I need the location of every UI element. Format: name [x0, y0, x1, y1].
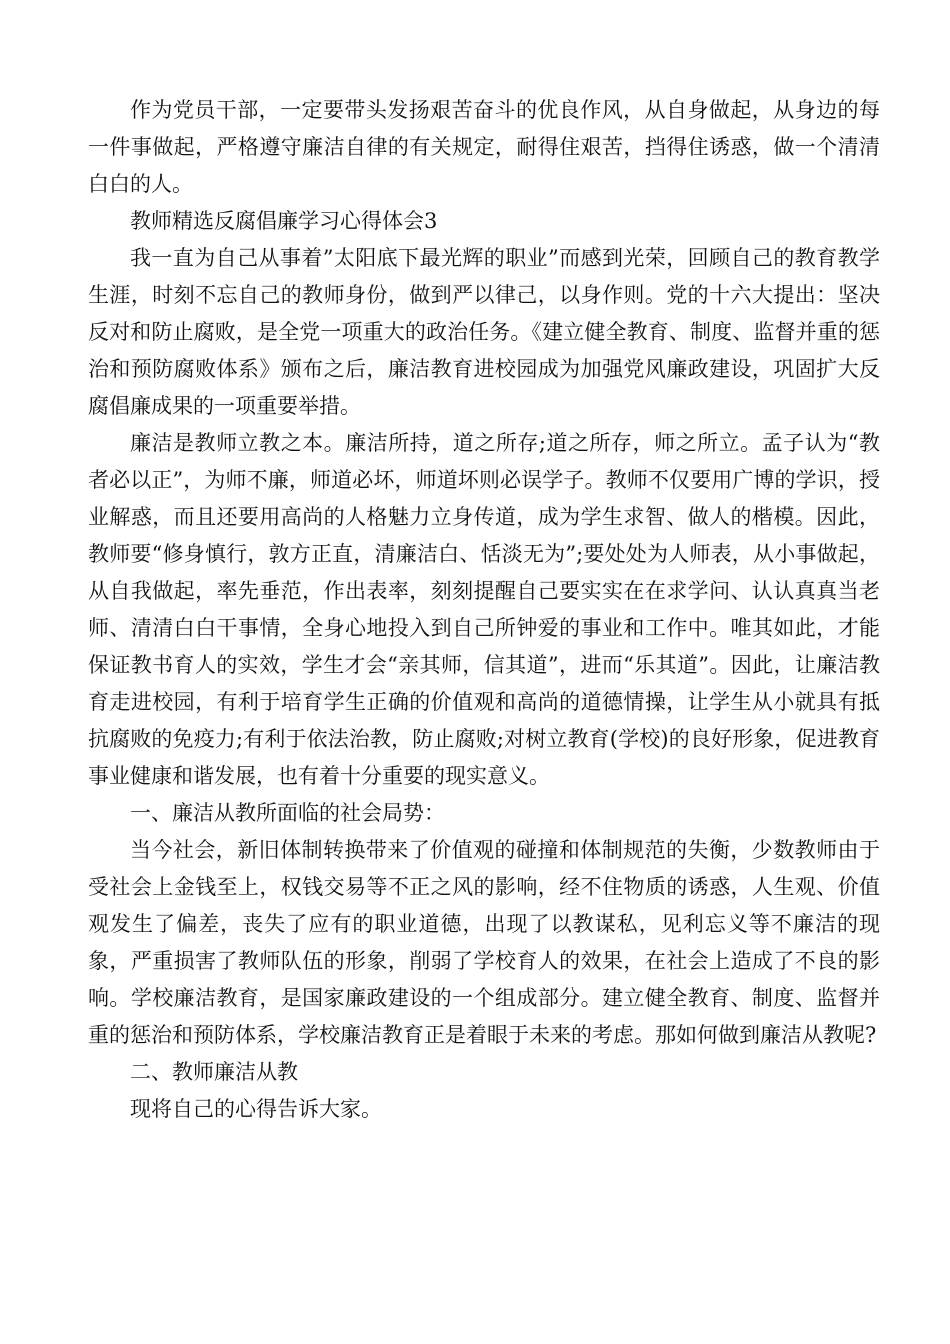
heading-teacher-integrity: 二、教师廉洁从教	[130, 1060, 298, 1084]
heading-social-situation: 一、廉洁从教所面临的社会局势：	[130, 801, 445, 825]
document-page	[88, 92, 880, 1128]
paragraph-current-society: 当今社会，新旧体制转换带来了价值观的碰撞和体制规范的失衡，少数教师由于受社会上金钱至上，权钱交易等不正之风的影响，经不住物质的诱惑，人生观、价值观发生了偏差，丧失了应有的职业道德，出现了以教谋私，见利忘义等不廉洁的现象，严重损害了教师队伍的形象，削弱了学校育人的效果，在社会上造成了不良的影响。学校廉洁教育，是国家廉政建设的一个组成部分。建立健全教育、制度、监督并重的惩治和预防体系，学校廉洁教育正是着眼于未来的考虑。那如何做到廉洁从教呢?	[88, 838, 880, 1047]
paragraph-share-experience: 现将自己的心得告诉大家。	[130, 1097, 382, 1121]
paragraph-integrity-foundation: 廉洁是教师立教之本。廉洁所持，道之所存;道之所存，师之所立。孟子认为“教者必以正”，为师不廉，师道必坏，师道坏则必误学子。教师不仅要用广博的学识，授业解惑，而且还要用高尚的人格魅力立身传道，成为学生求智、做人的楷模。因此，教师要“修身慎行，敦方正直，清廉洁白、恬淡无为”;要处处为人师表，从小事做起，从自我做起，率先垂范，作出表率，刻刻提醒自己要实实在在求学问、认认真真当老师、清清白白干事情，全身心地投入到自己所钟爱的事业和工作中。唯其如此，才能保证教书育人的实效，学生才会“亲其师，信其道”，进而“乐其道”。因此，让廉洁教育走进校园，有利于培育学生正确的价值观和高尚的道德情操，让学生从小就具有抵抗腐败的免疫力;有利于依法治教，防止腐败;对树立教育(学校)的良好形象，促进教育事业健康和谐发展，也有着十分重要的现实意义。	[88, 431, 880, 788]
paragraph-party-cadre: 作为党员干部，一定要带头发扬艰苦奋斗的优良作风，从自身做起，从身边的每一件事做起，严格遵守廉洁自律的有关规定，耐得住艰苦，挡得住诱惑，做一个清清白白的人。	[88, 98, 880, 196]
section-title-reflection-3: 教师精选反腐倡廉学习心得体会3	[130, 209, 438, 233]
paragraph-teacher-career: 我一直为自己从事着”太阳底下最光辉的职业”而感到光荣，回顾自己的教育教学生涯，时刻不忘自己的教师身份，做到严以律己，以身作则。党的十六大提出：坚决反对和防止腐败，是全党一项重大的政治任务。《建立健全教育、制度、监督并重的惩治和预防腐败体系》颁布之后，廉洁教育进校园成为加强党风廉政建设，巩固扩大反腐倡廉成果的一项重要举措。	[88, 246, 880, 418]
